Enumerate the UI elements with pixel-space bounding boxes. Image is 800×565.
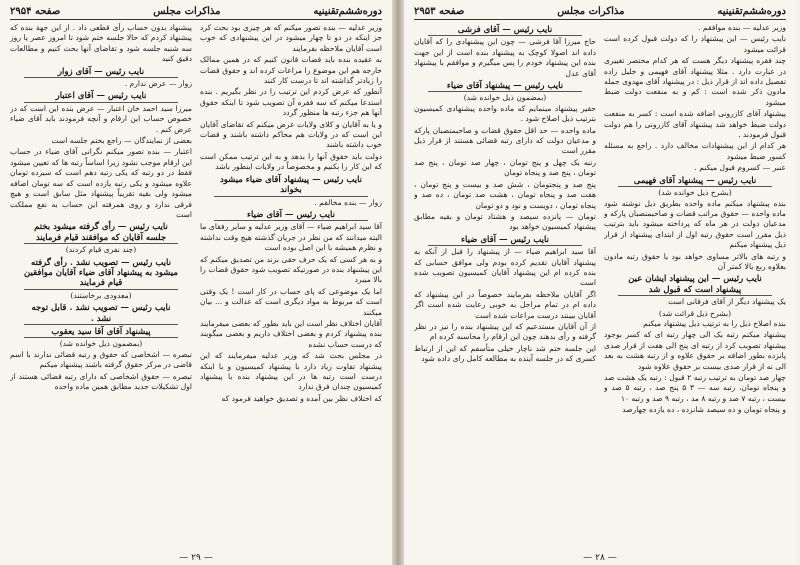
speaker-heading: نایب رئیس — تصویب نشد . رأی گرفته میشود به پیشنهاد آقای ضیاء آقایان موافقین قیام فرمایند	[24, 257, 178, 289]
paragraph: و پنجاه تومان و ده سیصد شانزده ، ده یازده چهارصد	[622, 405, 786, 415]
procedural-note: (بشرح ذیل قرائت شد)	[658, 308, 732, 318]
journal-name: دوره‌ششم‌تقنینیه	[313, 5, 382, 17]
text-column	[414, 23, 596, 553]
paragraph: و رتبه های بالاتر مساوی خواهد بود یا حقوق رتبه مادون بعلاوه ربع بالا کمتر آن	[604, 251, 786, 271]
paragraph: و یا به آقایان و کلای ولایات عرض میکنم که تقاضای آقایان این است که در ولایات هم محاکم داشته باشند و قضات خوب داشته باشند	[200, 119, 382, 150]
speaker-heading: نایب رئیس — آقای ضیاء	[428, 235, 582, 246]
speaker-heading: نایب رئیس — پیشنهاد آقای فهیمی	[618, 176, 772, 187]
paragraph: و به هر کسی که یک حرف حقی بزند من تصدیق میکنم که این پیشنهاد بنده در صورتیکه تصویب شود حقوق قضات را بالا میبرد	[200, 254, 382, 285]
paragraph: از آن آقایان مستدعیم که این پیشنهاد بنده را نیز در نظر گرفته و رأی بدهند چون این ارقام را محاسبه کرده ام	[414, 321, 596, 342]
paragraph: حقیر پیشنهاد مینمایم که ماده واحده پیشنهادی کمیسیون بترتیب ذیل اصلاح شود .	[414, 103, 596, 124]
paragraph: زوار — عرض ندارم .	[124, 79, 192, 89]
speaker-heading: نایب رئیس — آقای ضیاء	[214, 210, 368, 221]
page-gutter	[392, 0, 404, 565]
paragraph: در مجلس بحث شد که وزیر عدلیه میفرمایند که این پیشنهاد تفاوت زیاد دارد با پیشنهاد کمیسیون و با اینکه درست است رتبه ها در این پیشنهاد بنده با پیشنهاد کمیسیون چندان فرق ندارد	[200, 351, 382, 392]
text-column	[10, 23, 192, 553]
paragraph: که اختلاف نظر بین آمده و تصدیق خواهید فرمود که	[221, 393, 382, 403]
speaker-heading: نایب رئیس — تصویب نشد . قابل توجه نشد .	[24, 303, 178, 325]
paragraph: اما یک موضوعی که پای حساب در کار است ! یک وقتی است که مربوط به مواد دیگری است که عدالت و ... بیان میکنند	[200, 286, 382, 317]
procedural-note: (بمضمون ذیل خوانده شد)	[59, 339, 143, 349]
paragraph: هر کدام از این پیشنهادات مخالف دارد . راجع به مسئله کسور ضبط میشود	[604, 141, 786, 161]
paragraph: یک پیشنهاد دیگر از آقای فرقانی است	[668, 297, 786, 307]
page-number-label: صفحه ۲۹۵۳	[414, 5, 465, 17]
page-number-label: صفحه ۲۹۵۴	[10, 5, 61, 17]
paragraph: پنج صد و پنجتومان ، شش صد و بیست و پنج تومان ، هفت صد و پنجاه تومان ، هشت صد تومان ، ده صد و پنجاه تومان ، دویست و نود و دو تومان	[414, 179, 596, 210]
paragraph: حاج میرزا آقا فرشی — چون این پیشنهادی را که آقایان داده اند اصولا کوچک به پیشنهاد بنده است از این جهت بنده این پیشنهاد خودم را پس میگیرم و موافقم با پیشنهاد آقای عدل	[414, 37, 596, 78]
paragraph: چهار صد تومان به ترتیب رتبه ۲ قبول : رتبه یک هشت صد و پنجاه تومان، رتبه سه — ۳ ۵ پنج صد ، رتبه ۵ صد و بیست ، رتبه ۷ صد و رتبه ۸ مد ، رتبه ۹ صد و رتبه ۱۰	[604, 373, 786, 403]
page-footer-number: — ۲۸ —	[583, 553, 617, 563]
paragraph: دولت باید حقوق آنها را بدهد و به این ترتیب ممکن است که این کار را بکنیم و مخصوصاً در ولایات اینطور باشد	[200, 151, 382, 172]
journal-name: دوره‌ششم‌تقنینیه	[717, 5, 786, 17]
procedural-note: (بمضمون ذیل خوانده شد)	[463, 93, 547, 103]
section-title: مذاکرات مجلس	[557, 5, 625, 17]
speaker-heading: نایب رئیس — آقای زوار	[24, 67, 178, 78]
text-columns	[414, 23, 786, 553]
paragraph: چند فقره پیشنهاد دیگر هست که هر کدام مختصر تغییری در عبارت دارد . مثلا پیشنهاد آقای فهیمی و خلیل زاده تفصیل داده اند از قرار ذیل : در پیشنهاد آقای مهدوی جمله مادون ذکر شده است : کم و به منفعت دولت ضبط میشود	[604, 56, 786, 107]
paragraph: زوار — بنده مخالفم .	[314, 197, 382, 207]
paragraph: رتبه یک چهل و پنج تومان ، چهار صد تومان ، پنج صد تومان ، پنج صد و پنجاه تومان	[414, 157, 596, 178]
speaker-heading: پیشنهاد آقای آقا سید یعقوب	[24, 327, 178, 338]
paragraph: پیشنهاد میکنم رتبه یک الی چهار رتبه ای که کسر بوجود پیشنهاد تصویب کرد از رتبه ای پنج الی هفت از قرار صدی پانزده بطور اضافه بر حقوق علاوه و از رتبه هشت به بعد الی نه از قرار صدی بیست بر حقوق علاوه شود	[604, 330, 786, 371]
speaker-heading: نایب رئیس — پیشنهاد آقای ضیاء میشود بخواند	[214, 175, 368, 197]
text-columns	[10, 23, 382, 553]
page-footer-number: — ۲۹ —	[179, 553, 213, 563]
paragraph: بنده اصلاح ذیل را به ترتیب ذیل پیشنهاد میکنم	[643, 318, 786, 328]
paragraph: بنده پیشنهاد میکنم ماده واحده بطریق ذیل نوشته شود ماده واحده — حقوق مراتب قضات و صاحبمنصبان پارکه و مدعیان دولت در هر ماه که پرداخته میشود باید بترتیب ذیل مقرر است حقوق رتبه اول از ابتدای پیشنهاد از قرار ذیل پیشنهاد میکنم	[604, 198, 786, 250]
speaker-heading: نایب رئیس — رأی گرفته میشود بختم جلسه آقایان که موافقند قیام فرمایند	[24, 222, 178, 244]
paragraph: آنطور که عرض کردم این ترتیب را در نظر بگیریم . بنده استدعا میکنم که سه فقره آن تصویب شود تا اینکه حقوق آنها هم جزء رتبه ها منظور گردد	[200, 87, 382, 118]
page-header	[10, 4, 382, 20]
paragraph: تبصره — حقوق اشخاصی که دارای رتبه قضائی هستند از اول تشکیلات جدید مطابق همین ماده واحده	[10, 371, 192, 391]
paragraph: نایب رئیس — این پیشنهاد را که دولت قبول کرده است قرائت میشود	[604, 34, 786, 54]
left-page	[0, 0, 392, 565]
paragraph: این جلسه ختم شد ناچار خیلی متأسفم که این از ارتباط کسری که در جلسه آینده به مطالعه کامل رای داده شود	[414, 343, 596, 364]
paragraph: پیشنهاد آقای کازرونی اضافه شده است : کسر به منفعت دولت ضبط خواهد شد پیشنهاد آقای کازرونی را هم دولت قبول فرمودند .	[604, 109, 786, 140]
paragraph: آقایان اختلاف نظر است این باید بطور که بعضی میفرمایند بنده پیشنهاد کردم و بعضی اختلاف داریم و بعضی میگویند که درست حساب نشده	[200, 318, 382, 349]
paragraph: پیشنهاد بدون حساب رأی قطعی داد . از این جهة بنده که پیشنهاد کردم که حالا جلسه ختم شود تا امروز عصر یا روز سه شنبه جلسه شود و تقاضای آنها بحث کنیم و مطالعات دقیق کنید	[10, 23, 192, 64]
procedural-note: (چند نفری قیام کردند)	[65, 245, 137, 255]
paragraph: آقا سید ابراهیم ضیاء — از پیشنهاد را قبل از آنکه به پیشنهاد آقایان تقدیم کرده بودم ولی موافق حسابی که بنده کرده ام این پیشنهاد آقایان کمیسیون تصویب شده است	[414, 247, 596, 288]
paragraph: اگر آقایان ملاحظه بفرمایند خصوصاً در این پیشنهاد که داده ام در تمام مراحل به خوبی رعایت شده است اگر آقایان ببینند درست مراعات شده است	[414, 289, 596, 320]
paragraph: آقا سید ابراهیم ضیاء — آقای وزیر عدلیه و سایر رفقای ما البته میدانند که من نظر در جریان گذشته هیچ وقت نداشته و نظرم همیشه با این اصل بوده است	[200, 222, 382, 253]
text-column	[604, 23, 786, 553]
speaker-heading: نایب رئیس — آقای فرشی	[428, 25, 582, 36]
paragraph: تبصره — اشخاصی که حقوق و رتبه قضائی ندارند با اسم قاضی در مرکز حقوق گرفته باشند پیشنهاد میکنم	[10, 349, 192, 370]
speaker-heading: نایب رئیس — این پیشنهاد ایشان عین پیشنهاد است که قبول شد	[618, 274, 772, 296]
paragraph: وزیر عدلیه — بنده موافقم .	[698, 23, 786, 32]
right-page	[404, 0, 796, 565]
paragraph: به عقیده بنده باید قضات قانون کنیم که در همین ممالک خارجه هم این موضوع را مراعات کرده اند و حقوق قضات را زیادتر گذاشته اند تا درست کار کنند	[200, 55, 382, 86]
paragraph: وزیر عدلیه — بنده تصور میکنم که هر چیزی بود بحث کرد جز اینکه در دو تا چهار میشود در این پیشنهادی که خوب است آقایان ملاحظه بفرمایند	[200, 23, 382, 53]
procedural-note: (معدودی برخاستند)	[70, 290, 132, 300]
section-title: مذاکرات مجلس	[153, 5, 221, 17]
speaker-heading: نایب رئیس — آقای اعتبار	[24, 91, 178, 102]
paragraph: بعضی از نمایندگان — راجع بختم جلسه است	[51, 136, 192, 146]
text-column	[200, 23, 382, 553]
page-header	[414, 4, 786, 20]
paragraph: اعتبار — بنده تصور میکنم نگرانی آقای ضیاء در حساب این ارقام موجب نشود زیرا اساساً رتبه ها که تعیین میشود فقط در دو رتبه که یکی رتبه دهم است که سیزده تومان علاوه میشود و یکی رتبه یازده است که سه تومان اضافه میشود ولی بقیه تقریباً پیشنهاد مثل سابق است و هیچ فرقی ندارد و روی همرفته این حساب به نفع مملکت است	[10, 147, 192, 219]
paragraph: میرزا سید احمد خان اعتبار — عرض بنده این است که در خصوص حساب این ارقام و آنچه فرمودند باید آقای ضیاء عرض کنم .	[10, 103, 192, 134]
paragraph: ماده واحده — حد اقل حقوق قضات و صاحبمنصبان پارکه و مدعیان دولت که دارای رتبه قضائی هستند از قرار ذیل مقرر است	[414, 125, 596, 156]
paragraph: عنبر — کسروم قبول میکنم .	[694, 163, 786, 173]
speaker-heading: نایب رئیس — پیشنهاد آقای ضیاء	[428, 81, 582, 92]
procedural-note: (بشرح ذیل خوانده شد)	[658, 188, 732, 198]
paragraph: تومان — پانزده سیصد و هشتاد تومان و بقیه مطابق پیشنهاد کمیسیون خواهد بود	[414, 211, 596, 232]
